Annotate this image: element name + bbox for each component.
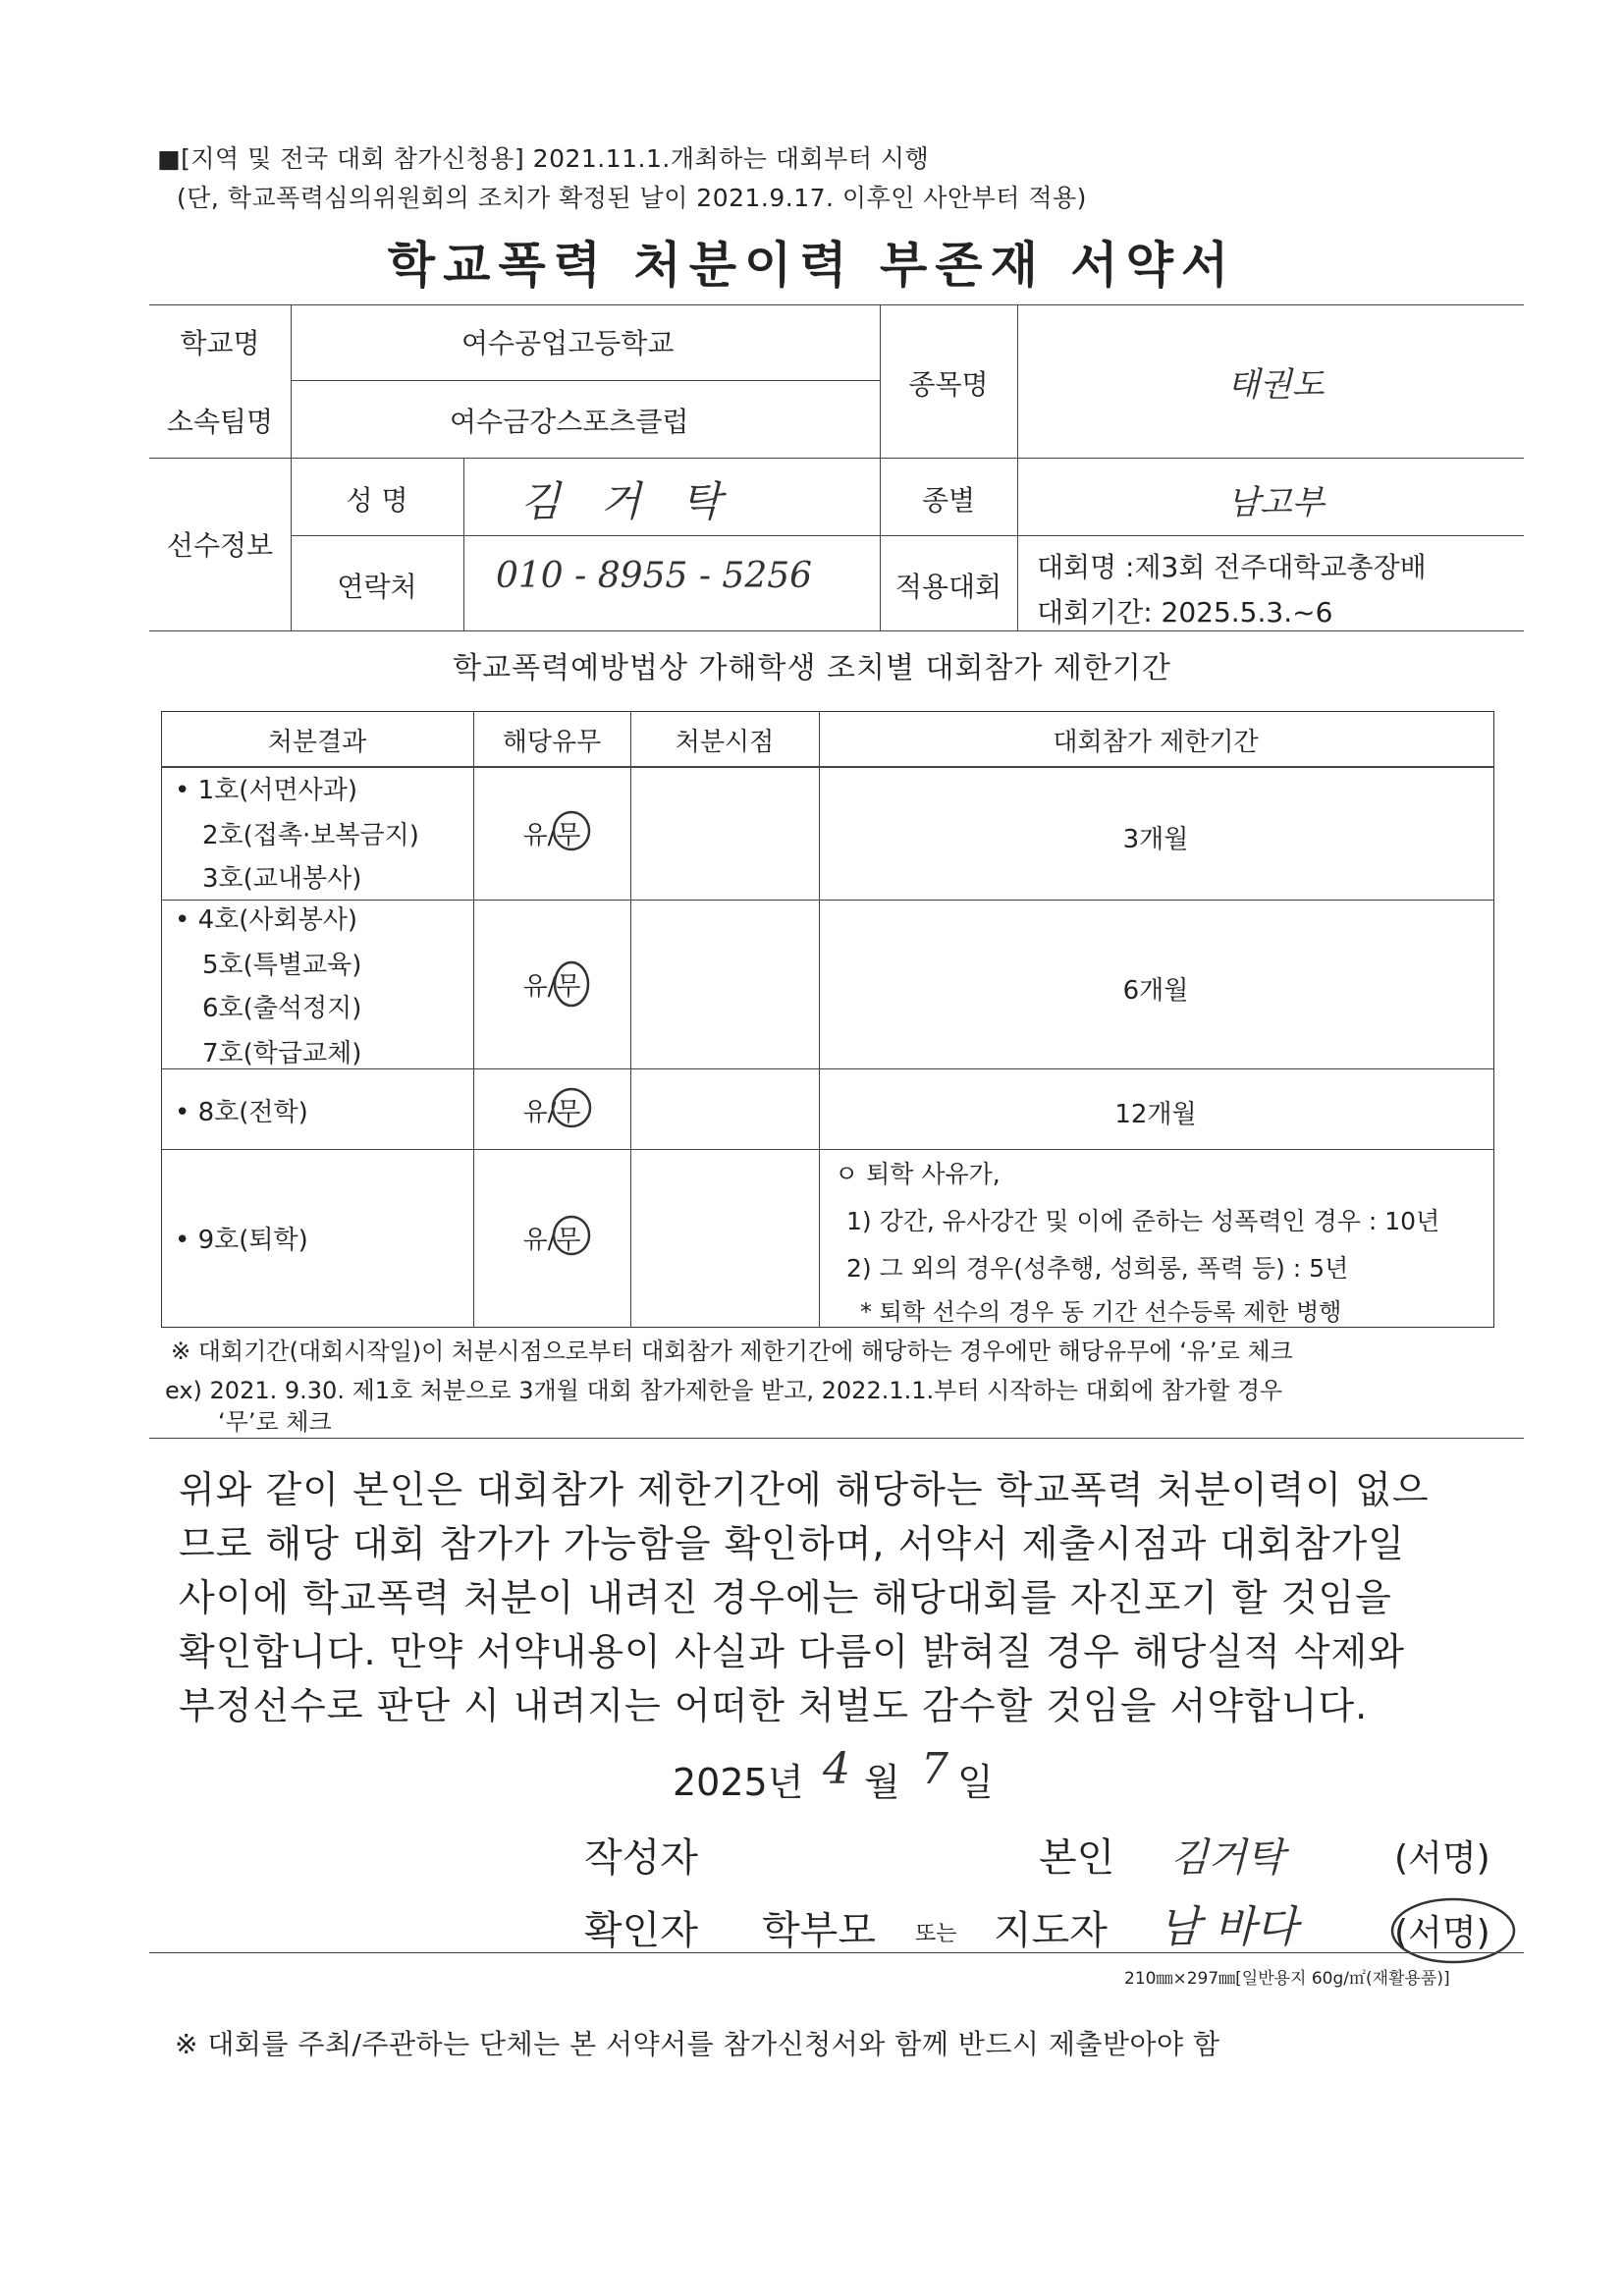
info-line-school: [291, 380, 880, 381]
row2-result-1: • 4호(사회봉사): [175, 905, 358, 935]
row2-result-3: 6호(출석정지): [202, 994, 362, 1023]
team-label: 소속팀명: [166, 406, 274, 438]
row1-result-1: • 1호(서면사과): [175, 776, 358, 805]
info-bottom-line: [149, 630, 1524, 631]
pledge-paragraph: [179, 1463, 1494, 1733]
parent-label: 학부모: [762, 1908, 876, 1953]
row4-period-3: 2) 그 외의 경우(성추행, 성희롱, 폭력 등) : 5년: [846, 1254, 1349, 1283]
row4-period-2: 1) 강간, 유사강간 및 이에 준하는 성폭력인 경우 : 10년: [846, 1207, 1440, 1235]
school-label: 학교명: [180, 327, 260, 359]
school-value: 여수공업고등학교: [461, 327, 675, 359]
competition-label: 적용대회: [894, 571, 1002, 603]
team-value: 여수금강스포츠클럽: [450, 406, 689, 438]
coach-label: 지도자: [994, 1908, 1108, 1953]
row2-check: 유/무: [522, 972, 581, 1002]
date-day-value: 7: [921, 1744, 948, 1794]
name-value: 김 거 탁: [520, 477, 735, 525]
pledge-line-2: 므로 해당 대회 참가가 가능함을 확인하며, 서약서 제출시점과 대회참가일: [179, 1522, 1405, 1565]
row3-check-circle: [550, 1084, 599, 1133]
row2-check-circle: [550, 958, 599, 1017]
header-applicable: 해당유무: [502, 728, 602, 757]
coach-signature: 남 바다: [1159, 1902, 1298, 1952]
competition-name: 대회명 :제3회 전주대학교총장배: [1037, 551, 1427, 583]
confirmer-label: 확인자: [584, 1908, 698, 1953]
row1-check: 유/무: [522, 821, 581, 850]
row1-check-circle: [550, 807, 599, 856]
row4-period-1: ㅇ 퇴학 사유가,: [835, 1160, 1001, 1188]
info-top-line: [149, 304, 1524, 305]
row2-result-4: 7호(학급교체): [202, 1039, 362, 1068]
pledge-line-5: 부정선수로 판단 시 내려지는 어떠한 처벌도 감수할 것임을 서약합니다.: [179, 1684, 1369, 1727]
player-info-label: 선수정보: [166, 529, 274, 562]
header-result: 처분결과: [267, 728, 367, 757]
date-year: 2025년: [673, 1761, 804, 1804]
date-month-label: 월: [864, 1761, 900, 1804]
sign-scribble: [1384, 1891, 1532, 1970]
self-label: 본인: [1039, 1835, 1115, 1881]
table-vline-3: [819, 711, 820, 1328]
row3-period: 12개월: [1114, 1100, 1197, 1129]
table-header-line: [161, 766, 1494, 768]
final-note: ※ 대회를 주최/주관하는 단체는 본 서약서를 참가신청서와 함께 반드시 제출받아야 함: [175, 2028, 1220, 2060]
notice-line-2: (단, 학교폭력심의위원회의 조치가 확정된 날이 2021.9.17. 이후인 사안부터 적용): [177, 184, 1087, 212]
info-line-name: [291, 535, 1524, 536]
row4-result-1: • 9호(퇴학): [175, 1226, 308, 1255]
event-value: 태권도: [1227, 365, 1325, 405]
writer-label: 작성자: [584, 1835, 698, 1881]
event-label: 종목명: [908, 368, 989, 401]
restriction-title: 학교폭력예방법상 가해학생 조치별 대회참가 제한기간: [453, 651, 1171, 685]
row1-result-3: 3호(교내봉사): [202, 864, 362, 894]
self-signature: 김거탁: [1170, 1835, 1284, 1881]
table-row-line-3: [161, 1149, 1494, 1150]
row2-period: 6개월: [1122, 976, 1189, 1006]
division-value: 남고부: [1227, 483, 1325, 522]
contact-label: 연락처: [337, 571, 417, 603]
info-vline-2: [463, 458, 464, 630]
document-title: 학교폭력 처분이력 부존재 서약서: [387, 237, 1237, 294]
sign-label-2: (서명): [1394, 1913, 1490, 1953]
row3-check: 유/무: [522, 1098, 581, 1127]
contact-value: 010 - 8955 - 5256: [496, 556, 813, 596]
pledge-line-3: 사이에 학교폭력 처분이 내려진 경우에는 해당대회를 자진포기 할 것임을: [179, 1576, 1392, 1619]
notice-line-1: ■[지역 및 전국 대회 참가신청용] 2021.11.1.개최하는 대회부터 시행: [157, 144, 930, 173]
division-label: 종별: [921, 484, 976, 517]
paper-spec: 210㎜×297㎜[일반용지 60g/㎡(재활용품)]: [1124, 1969, 1450, 1989]
date-day-label: 일: [957, 1761, 994, 1804]
row4-check: 유/무: [522, 1226, 581, 1255]
row1-period: 3개월: [1122, 825, 1189, 854]
table-row-line-1: [161, 900, 1494, 901]
pledge-line-1: 위와 같이 본인은 대회참가 제한기간에 해당하는 학교폭력 처분이력이 없으: [179, 1468, 1430, 1511]
header-period: 대회참가 제한기간: [1053, 728, 1259, 757]
name-label: 성 명: [346, 484, 408, 517]
table-note-2: ex) 2021. 9.30. 제1호 처분으로 3개월 대회 참가제한을 받고, 2022.1.1.부터 시작하는 대회에 참가할 경우: [165, 1377, 1283, 1404]
row1-result-2: 2호(접촉·보복금지): [202, 821, 419, 850]
row3-result-1: • 8호(전학): [175, 1098, 308, 1127]
table-vline-2: [630, 711, 631, 1328]
pledge-line-4: 확인합니다. 만약 서약내용이 사실과 다름이 밝혀질 경우 해당실적 삭제와: [179, 1630, 1405, 1673]
info-vline-4: [1017, 304, 1018, 630]
header-time: 처분시점: [675, 728, 775, 757]
date-month-value: 4: [823, 1744, 850, 1794]
table-note-3: ‘무’로 체크: [218, 1408, 332, 1436]
sign-label-1: (서명): [1394, 1838, 1490, 1879]
row2-result-2: 5호(특별교육): [202, 951, 362, 980]
row4-check-circle: [550, 1212, 599, 1261]
or-label: 또는: [915, 1922, 957, 1946]
info-line-mid: [149, 458, 1524, 459]
table-note-1: ※ 대회기간(대회시작일)이 처분시점으로부터 대회참가 제한기간에 해당하는 경우에만 해당유무에 ‘유’로 체크: [171, 1338, 1293, 1365]
signature-bottom-line: [149, 1952, 1524, 1953]
competition-period: 대회기간: 2025.5.3.~6: [1037, 596, 1333, 629]
row4-period-4: * 퇴학 선수의 경우 동 기간 선수등록 제한 병행: [860, 1298, 1342, 1326]
notes-bottom-line: [149, 1438, 1524, 1439]
